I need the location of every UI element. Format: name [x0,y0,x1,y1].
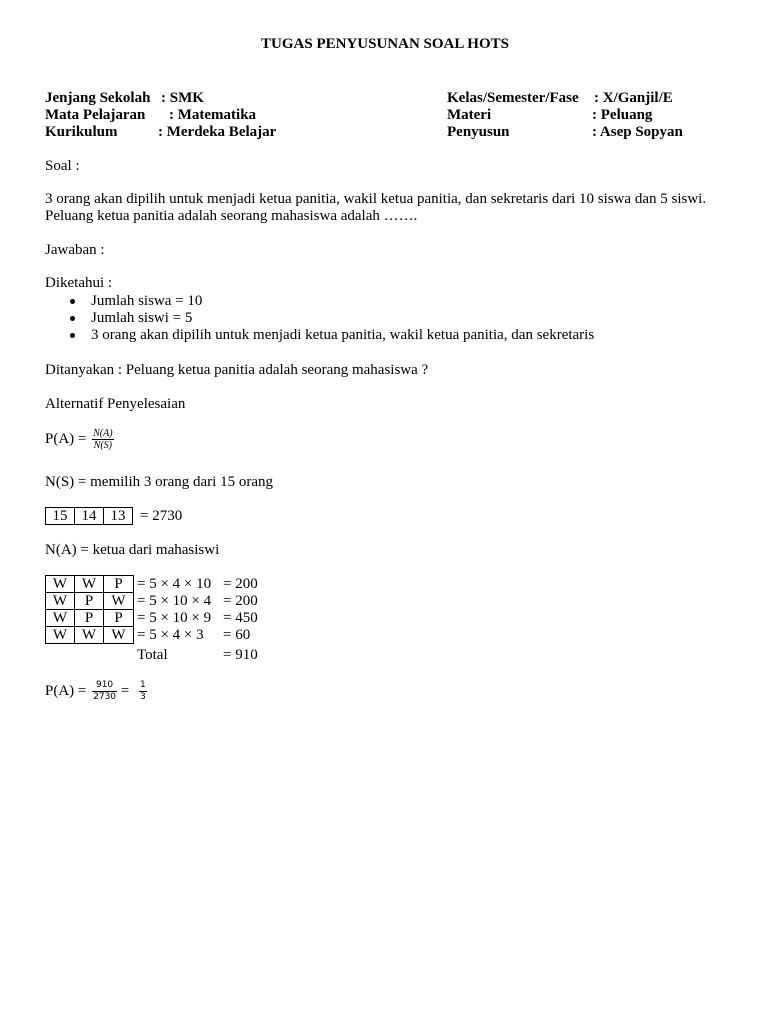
table-cell: W [74,626,104,644]
header-value: : Asep Sopyan [592,124,683,140]
fraction-denominator: 2730 [93,692,117,702]
pa-fraction [92,428,113,451]
ditanyakan-text: Ditanyakan : Peluang ketua panitia adalah seorang mahasiswa ? [45,362,429,378]
ns-result: = 2730 [140,507,183,524]
table-cell: P [74,592,104,610]
calc-expression: = 5 × 10 × 9 [137,610,212,626]
row-calc [137,610,258,627]
list-item: 3 orang akan dipilih untuk menjadi ketua panitia, wakil ketua panitia, dan sekretaris [45,327,725,344]
ns-box: 13 [103,507,133,525]
header-label: Kelas/Semester/Fase [447,90,579,106]
ns-box: 15 [45,507,75,525]
soal-text: 3 orang akan dipilih untuk menjadi ketua panitia, wakil ketua panitia, dan sekretaris dari 10 siswa dan 5 siswi. Peluang ketua panitia adalah seorang mahasiswa adalah ……. [45,191,707,224]
ns-boxes [45,507,725,525]
table-cell: W [103,626,134,644]
table-cell: W [45,609,75,627]
calc-expression: = 5 × 4 × 10 [137,576,212,592]
table-row [45,609,725,626]
diketahui-label: Diketahui : [45,275,113,291]
document-title: TUGAS PENYUSUNAN SOAL HOTS [261,36,509,52]
calc-result: = 200 [223,576,258,592]
fraction-numerator: 910 [92,680,117,692]
row-calc [137,627,251,644]
pa-formula [45,428,725,451]
table-cell: W [45,592,75,610]
calc-expression: = 5 × 10 × 4 [137,593,212,609]
list-item: Jumlah siswi = 5 [45,310,725,327]
pa-final-lhs: P(A) = [45,682,87,699]
table-cell: P [74,609,104,627]
diketahui-list [45,293,725,344]
fraction-numerator: N(A) [93,428,113,439]
total-label: Total [137,647,168,663]
fraction-numerator: 1 [140,680,146,690]
calc-result: = 60 [223,627,251,643]
header-value: : SMK [161,90,204,106]
equals-sign: = [120,682,130,699]
pa-lhs: P(A) = [45,430,87,447]
pa-final-fraction [92,680,117,703]
header-row [45,90,725,107]
header-label: Mata Pelajaran [45,107,146,123]
calc-result: = 450 [223,610,258,626]
total-row [137,647,258,664]
fraction-denominator: 3 [140,692,146,702]
table-row [45,592,725,609]
table-cell: W [74,575,104,593]
document-page [45,0,725,702]
pa-final-result-fraction [139,680,147,703]
fraction-denominator: N(S) [93,440,113,451]
header-info [45,90,725,141]
table-cell: P [103,609,134,627]
table-row [45,626,725,643]
header-label: Jenjang Sekolah [45,90,151,106]
header-value: : X/Ganjil/E [594,90,673,106]
table-cell: W [45,575,75,593]
table-cell: W [45,626,75,644]
header-value: : Matematika [169,107,257,123]
header-label: Penyusun [447,124,510,140]
header-value: : Merdeka Belajar [158,124,277,140]
header-label: Materi [447,107,492,123]
header-row [45,124,725,141]
soal-label: Soal : [45,158,80,174]
calc-result: = 200 [223,593,258,609]
calc-expression: = 5 × 4 × 3 [137,627,204,643]
table-cell: W [103,592,134,610]
table-row [45,575,725,592]
jawaban-label: Jawaban : [45,242,105,258]
na-text: N(A) = ketua dari mahasiswi [45,542,220,558]
alternatif-label: Alternatif Penyelesaian [45,396,186,412]
list-item: Jumlah siswa = 10 [45,293,725,310]
table-cell: P [103,575,134,593]
ns-text: N(S) = memilih 3 orang dari 15 orang [45,474,273,490]
total-value: = 910 [223,647,258,663]
row-calc [137,576,258,593]
na-table [45,575,725,663]
header-row [45,107,725,124]
row-calc [137,593,258,610]
header-label: Kurikulum [45,124,118,140]
header-value: : Peluang [592,107,653,123]
pa-final [45,680,725,703]
ns-box: 14 [74,507,104,525]
